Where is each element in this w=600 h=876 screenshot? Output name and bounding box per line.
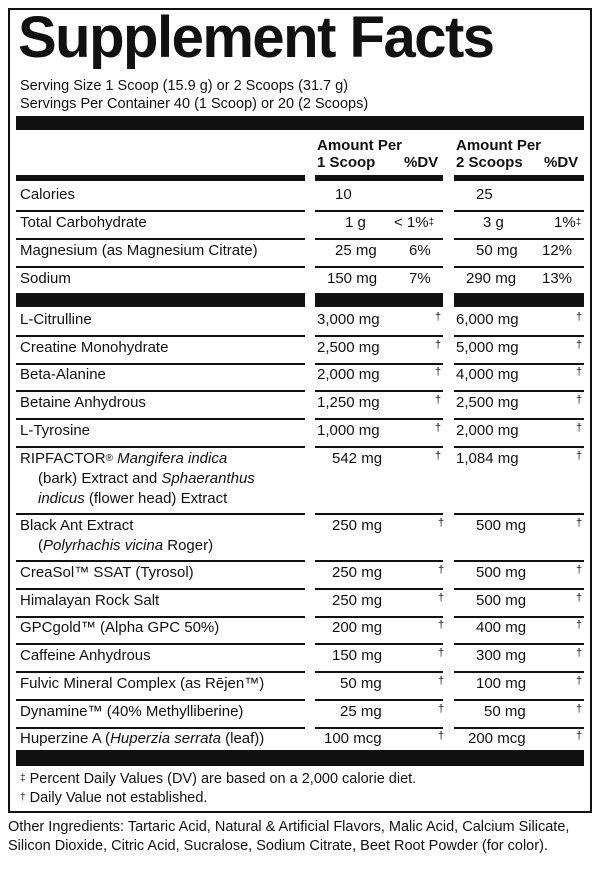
thick-divider	[16, 116, 584, 130]
amount-1-scoop: 2,500 mg	[317, 339, 380, 356]
dagger-mark: †	[576, 730, 583, 742]
ingredient-row	[10, 516, 590, 560]
section-bar-name	[16, 293, 305, 307]
ingredient-name: L-Tyrosine	[20, 422, 91, 439]
ingredient-name: CreaSol™ SSAT (Tyrosol)	[20, 564, 194, 581]
ingredient-name: Creatine Monohydrate	[20, 339, 169, 356]
dagger-mark: †	[576, 517, 583, 529]
row-divider	[16, 699, 305, 701]
amount-2-scoops: 2,500 mg	[456, 394, 519, 411]
amount-1-scoop: 542 mg	[332, 450, 383, 467]
row-divider	[315, 335, 443, 337]
amount-2-scoops: 25	[476, 186, 493, 203]
amount-2-scoops: 5,000 mg	[456, 339, 519, 356]
row-divider	[315, 418, 443, 420]
amount-2-scoops: 500 mg	[476, 564, 527, 581]
row-divider	[454, 446, 584, 448]
row-divider	[16, 238, 305, 240]
row-divider	[315, 588, 443, 590]
amount-2-scoops: 290 mg	[466, 270, 517, 287]
amount-2-scoops: 500 mg	[476, 517, 527, 534]
ingredient-row	[10, 310, 590, 336]
ingredient-row	[10, 393, 590, 419]
dv-2-scoops: 13%	[542, 270, 573, 287]
row-divider	[454, 513, 584, 515]
dagger-mark: †	[438, 564, 445, 576]
dagger-mark: †	[576, 394, 583, 406]
dagger-mark: †	[435, 366, 442, 378]
nutrient-row	[10, 185, 590, 211]
ingredient-name: Dynamine™ (40% Methylliberine)	[20, 703, 244, 720]
dagger-mark: †	[576, 592, 583, 604]
amount-1-scoop: 2,000 mg	[317, 366, 380, 383]
row-divider	[454, 238, 584, 240]
dv-1-scoop: 7%	[409, 270, 431, 287]
ingredient-row	[10, 449, 590, 515]
row-divider	[16, 418, 305, 420]
dagger-mark: †	[576, 339, 583, 351]
row-divider	[16, 446, 305, 448]
panel-title: Supplement Facts	[18, 5, 494, 70]
ingredient-name-line3: indicus (flower head) Extract	[38, 490, 228, 507]
row-divider	[16, 671, 305, 673]
row-divider	[16, 210, 305, 212]
amount-2-scoops: 1,084 mg	[456, 450, 519, 467]
nutrient-name: Sodium	[20, 270, 71, 287]
ingredient-row	[10, 338, 590, 364]
header-bar-col1	[315, 175, 443, 181]
row-divider	[16, 266, 305, 268]
row-divider	[454, 699, 584, 701]
ingredient-name: GPCgold™ (Alpha GPC 50%)	[20, 619, 220, 636]
dagger-mark: †	[438, 647, 445, 659]
footnote-not-established: † Daily Value not established.	[20, 790, 208, 806]
ingredient-name-line2: (Polyrhachis vicina Roger)	[38, 537, 214, 554]
dagger-mark: †	[576, 422, 583, 434]
dagger-mark: †	[576, 703, 583, 715]
dv-2-scoops: 12%	[542, 242, 573, 259]
ingredient-name: L-Citrulline	[20, 311, 92, 328]
ingredient-row	[10, 702, 590, 728]
amount-2-scoops: 200 mcg	[468, 730, 526, 747]
dagger-mark: †	[435, 394, 442, 406]
amount-1-scoop: 25 mg	[335, 242, 377, 259]
amount-1-scoop: 50 mg	[340, 675, 382, 692]
nutrient-row	[10, 213, 590, 239]
ingredient-row	[10, 563, 590, 589]
amount-2-scoops: 6,000 mg	[456, 311, 519, 328]
footnote-dv: ‡ Percent Daily Values (DV) are based on a 2,000 calorie diet.	[20, 771, 417, 787]
amount-1-scoop: 10	[335, 186, 352, 203]
row-divider	[454, 266, 584, 268]
row-divider	[16, 335, 305, 337]
row-divider	[315, 513, 443, 515]
ingredient-row	[10, 646, 590, 672]
section-bar-col1	[315, 293, 443, 307]
bottom-thick-divider	[16, 750, 584, 766]
amount-1-scoop: 150 mg	[327, 270, 378, 287]
ingredient-name: Betaine Anhydrous	[20, 394, 146, 411]
ingredient-name: Himalayan Rock Salt	[20, 592, 160, 609]
ingredient-name: Huperzine A (Huperzia serrata (leaf))	[20, 730, 265, 747]
row-divider	[315, 671, 443, 673]
col1-header-line2: 1 Scoop	[317, 154, 376, 171]
dagger-mark: †	[576, 311, 583, 323]
ingredient-name-line2: (bark) Extract and Sphaeranthus	[38, 470, 255, 487]
nutrient-row	[10, 269, 590, 295]
nutrient-name: Magnesium (as Magnesium Citrate)	[20, 242, 258, 259]
dv-2-scoops: 1%‡	[554, 214, 582, 231]
row-divider	[454, 390, 584, 392]
row-divider	[454, 588, 584, 590]
dagger-mark: †	[438, 703, 445, 715]
dagger-mark: †	[438, 730, 445, 742]
ingredient-row	[10, 365, 590, 391]
amount-1-scoop: 1 g	[345, 214, 366, 231]
ingredient-row	[10, 674, 590, 700]
dagger-mark: †	[576, 366, 583, 378]
dagger-mark: †	[438, 675, 445, 687]
row-divider	[315, 390, 443, 392]
amount-1-scoop: 3,000 mg	[317, 311, 380, 328]
row-divider	[454, 643, 584, 645]
amount-2-scoops: 4,000 mg	[456, 366, 519, 383]
nutrient-name: Total Carbohydrate	[20, 214, 147, 231]
ingredient-row	[10, 618, 590, 644]
other-ingredients: Other Ingredients: Tartaric Acid, Natural & Artificial Flavors, Malic Acid, Calcium Silicate, Silicon Dioxide, Citric Acid, Sucralose, Sodium Citrate, Beet Root Powder (for color).	[8, 819, 570, 854]
amount-2-scoops: 3 g	[483, 214, 504, 231]
supplement-facts-panel	[8, 5, 592, 813]
row-divider	[16, 643, 305, 645]
row-divider	[454, 210, 584, 212]
nutrient-row	[10, 241, 590, 267]
row-divider	[16, 560, 305, 562]
row-divider	[315, 446, 443, 448]
amount-1-scoop: 200 mg	[332, 619, 383, 636]
amount-2-scoops: 50 mg	[484, 703, 526, 720]
row-divider	[16, 513, 305, 515]
row-divider	[315, 560, 443, 562]
dagger-mark: †	[435, 422, 442, 434]
dv-1-scoop: < 1%‡	[394, 214, 435, 231]
ingredient-row	[10, 591, 590, 617]
col2-header-line2: 2 Scoops	[456, 154, 523, 171]
section-bar-col2	[454, 293, 584, 307]
dagger-mark: †	[576, 647, 583, 659]
col2-header-dv: %DV	[544, 154, 579, 171]
dagger-mark: †	[576, 619, 583, 631]
servings-per-container: Servings Per Container 40 (1 Scoop) or 20 (2 Scoops)	[20, 96, 369, 112]
col1-header-line1: Amount Per	[317, 137, 403, 154]
amount-2-scoops: 300 mg	[476, 647, 527, 664]
dagger-mark: †	[576, 564, 583, 576]
amount-1-scoop: 1,250 mg	[317, 394, 380, 411]
row-divider	[315, 238, 443, 240]
dagger-mark: †	[435, 339, 442, 351]
amount-1-scoop: 250 mg	[332, 564, 383, 581]
row-divider	[16, 588, 305, 590]
row-divider	[315, 210, 443, 212]
dagger-mark: †	[438, 517, 445, 529]
nutrient-name: Calories	[20, 186, 76, 203]
amount-1-scoop: 1,000 mg	[317, 422, 380, 439]
dagger-mark: †	[576, 675, 583, 687]
col1-header-dv: %DV	[404, 154, 439, 171]
amount-2-scoops: 50 mg	[476, 242, 518, 259]
amount-2-scoops: 400 mg	[476, 619, 527, 636]
amount-2-scoops: 500 mg	[476, 592, 527, 609]
amount-1-scoop: 250 mg	[332, 517, 383, 534]
dagger-mark: †	[576, 450, 583, 462]
ingredient-row	[10, 421, 590, 447]
dagger-mark: †	[435, 311, 442, 323]
header-bar-name	[16, 175, 305, 181]
ingredient-name: RIPFACTOR® Mangifera indica	[20, 450, 228, 467]
row-divider	[454, 418, 584, 420]
row-divider	[315, 266, 443, 268]
col2-header-line1: Amount Per	[456, 137, 542, 154]
ingredient-name: Beta-Alanine	[20, 366, 106, 383]
row-divider	[315, 643, 443, 645]
ingredient-name: Fulvic Mineral Complex (as Rējen™)	[20, 675, 265, 692]
amount-1-scoop: 25 mg	[340, 703, 382, 720]
amount-2-scoops: 100 mg	[476, 675, 527, 692]
amount-1-scoop: 150 mg	[332, 647, 383, 664]
header-bar-col2	[454, 175, 584, 181]
row-divider	[454, 560, 584, 562]
amount-1-scoop: 250 mg	[332, 592, 383, 609]
amount-1-scoop: 100 mcg	[324, 730, 382, 747]
row-divider	[454, 335, 584, 337]
amount-2-scoops: 2,000 mg	[456, 422, 519, 439]
row-divider	[16, 390, 305, 392]
ingredient-name: Black Ant Extract	[20, 517, 134, 534]
dagger-mark: †	[438, 592, 445, 604]
dagger-mark: †	[435, 450, 442, 462]
dagger-mark: †	[438, 619, 445, 631]
row-divider	[454, 671, 584, 673]
serving-size: Serving Size 1 Scoop (15.9 g) or 2 Scoops (31.7 g)	[20, 78, 349, 94]
dv-1-scoop: 6%	[409, 242, 431, 259]
row-divider	[315, 699, 443, 701]
ingredient-name: Caffeine Anhydrous	[20, 647, 151, 664]
